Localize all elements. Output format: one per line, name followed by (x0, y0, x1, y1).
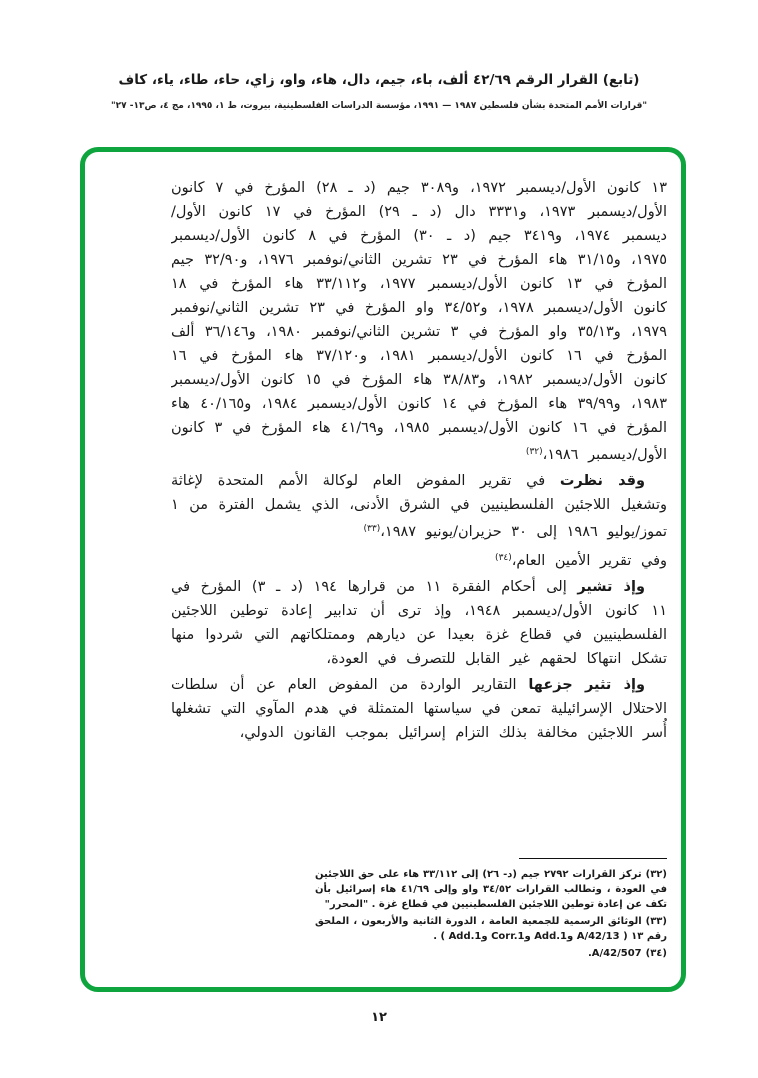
footnote-33 (315, 914, 667, 944)
paragraph-text: وفي تقرير الأمين العام، (511, 553, 667, 569)
document-body (171, 176, 667, 847)
resolution-title: (تابع) القرار الرقم ٤٢/٦٩ ألف، باء، جيم، دال، هاء، واو، زاي، حاء، طاء، ياء، كاف (118, 72, 640, 88)
source-citation: "قرارات الأمم المتحدة بشأن فلسطين ١٩٨٧ — ١٩٩١، مؤسسة الدراسات الفلسطينية، بيروت، ط ١، ١٩٩٥، مج ٤، ص١٣- ٢٧" (110, 101, 648, 111)
paragraph-lead: وإذ تثير جزعها (528, 677, 645, 693)
footnote-separator (519, 858, 667, 859)
paragraph-resolution-list (171, 176, 667, 467)
footnote-34 (315, 946, 667, 961)
footnote-marker: (٣٤) (645, 948, 667, 959)
footnote-ref-32: (٣٢) (525, 447, 543, 457)
paragraph-text: في تقرير المفوض العام لوكالة الأمم المتحدة لإغاثة وتشغيل اللاجئين الفلسطينيين في الشرق الأدنى، الذي يشمل الفترة من ١ تموز/يوليو ١٩٨٦ إلى ٣٠ حزيران/يونيو ١٩٨٧، (171, 473, 667, 540)
footnote-text: تركز القرارات ٢٧٩٢ جيم (د- ٢٦) إلى ٣٣/١١٢ هاء على حق اللاجئين في العودة ، وتطالب القرارات ٣٤/٥٢ واو وإلى ٤١/٦٩ هاء إسرائيل بأن تكف عن إعادة توطين اللاجئين الفلسطينيين في قطاع غزة . "المحرر" (315, 869, 667, 910)
paragraph-text: التقارير الواردة من المفوض العام عن أن سلطات الاحتلال الإسرائيلية تمعن في سياستها المتمثلة في هدم المآوي التي تشغلها أُسر اللاجئين مخالفة بذلك التزام إسرائيل بموجب القانون الدولي، (171, 677, 667, 741)
page-header (30, 72, 728, 111)
footnote-text: A/42/507. (587, 948, 642, 959)
footnote-marker: (٣٣) (645, 916, 667, 927)
footnotes-section (315, 858, 667, 963)
green-border-frame (80, 147, 686, 992)
paragraph-recalling-194 (171, 575, 667, 671)
paragraph-lead: وإذ تشير (577, 579, 645, 595)
paragraph-text: ١٣ كانون الأول/ديسمبر ١٩٧٢، و٣٠٨٩ جيم (د ـ ٢٨) المؤرخ في ٧ كانون الأول/ديسمبر ١٩٧٣، و٣٣٣١ دال (د ـ ٢٩) المؤرخ في ١٧ كانون الأول/ديسمبر ١٩٧٤، و٣٤١٩ جيم (د ـ ٣٠) المؤرخ في ٨ كانون الأول/ديسمبر ١٩٧٥، و٣١/١٥ هاء المؤرخ في ٢٣ تشرين الثاني/نوفمبر ١٩٧٦، و٣٢/٩٠ جيم المؤرخ في ١٣ كانون الأول/ديسمبر ١٩٧٧، و٣٣/١١٢ هاء المؤرخ في ١٨ كانون الأول/ديسمبر ١٩٧٨، و٣٤/٥٢ واو المؤرخ في ٢٣ تشرين الثاني/نوفمبر ١٩٧٩، و٣٥/١٣ واو المؤرخ في ٣ تشرين الثاني/نوفمبر ١٩٨٠، و٣٦/١٤٦ ألف المؤرخ في ١٦ كانون الأول/ديسمبر ١٩٨١، و٣٧/١٢٠ هاء المؤرخ في ١٦ كانون الأول/ديسمبر ١٩٨٢، و٣٨/٨٣ هاء المؤرخ في ١٥ كانون الأول/ديسمبر ١٩٨٣، و٣٩/٩٩ هاء المؤرخ في ١٤ كانون الأول/ديسمبر ١٩٨٤، و٤٠/١٦٥ هاء المؤرخ في ١٦ كانون الأول/ديسمبر ١٩٨٥، و٤١/٦٩ هاء المؤرخ في ٣ كانون الأول/ديسمبر ١٩٨٦، (171, 180, 667, 463)
paragraph-lead: وقد نظرت (559, 473, 646, 489)
page-number: ١٢ (371, 1010, 387, 1025)
footnote-ref-34: (٣٤) (495, 553, 512, 563)
paragraph-alarmed-reports (171, 673, 667, 745)
paragraph-secretary-general-report (171, 546, 667, 573)
paragraph-commissioner-report (171, 469, 667, 544)
footnote-text: الوثائق الرسمية للجمعية العامة ، الدورة الثانية والأربعون ، الملحق رقم ١٣ ( A/42/13 وAdd.1 وCorr.1 وAdd.1 ) . (315, 916, 667, 942)
paragraph-text: إلى أحكام الفقرة ١١ من قرارها ١٩٤ (د ـ ٣) المؤرخ في ١١ كانون الأول/ديسمبر ١٩٤٨، وإذ ترى أن تدابير إعادة توطين اللاجئين الفلسطينيين في قطاع غزة بعيدا عن ديارهم وممتلكاتهم التي شردوا منها تشكل انتهاكا لحقهم غير القابل للتصرف في العودة، (171, 579, 667, 667)
footnote-marker: (٣٢) (645, 869, 667, 880)
footnote-ref-33: (٣٣) (363, 524, 381, 534)
footnote-32 (315, 867, 667, 912)
